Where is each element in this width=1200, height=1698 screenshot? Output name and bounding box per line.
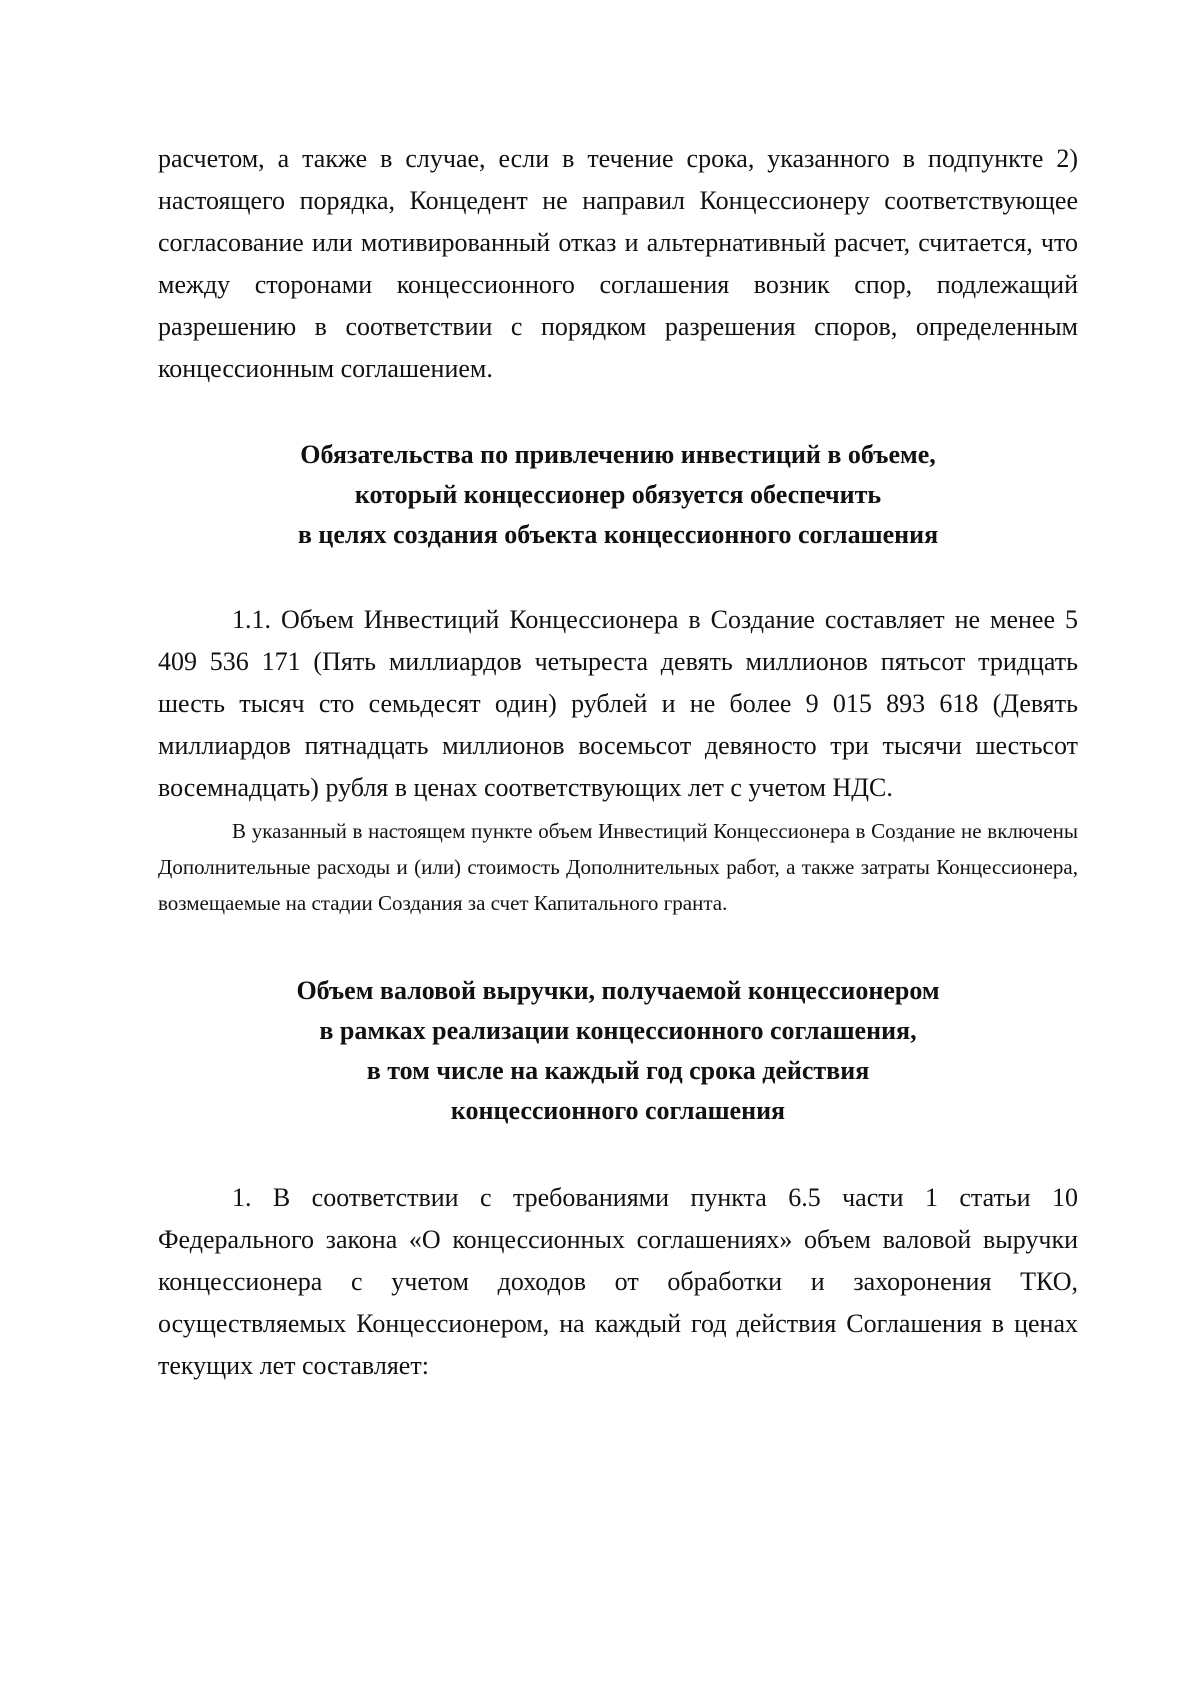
clause-1-1-paragraph: 1.1. Объем Инвестиций Концессионера в Создание составляет не менее 5 409 536 171 (Пять миллиардов четыреста девять миллионов пятьсот тридцать шесть тысяч сто семьдесят один) рублей и не более 9 015 893 618 (Девять миллиардов пятнадцать миллионов восемьсот девяносто три тысячи шестьсот восемнадцать) рубля в ценах соответствующих лет с учетом НДС. (158, 605, 1078, 802)
clause-1-paragraph: 1. В соответствии с требованиями пункта 6.5 части 1 статьи 10 Федерального закона «О концессионных соглашениях» объем валовой выручки концессионера с учетом доходов от обработки и захоронения ТКО, осуществляемых Концессионером, на каждый год действия Соглашения в ценах текущих лет составляет: (158, 1183, 1078, 1380)
heading-line: Обязательства по привлечению инвестиций в объеме, (300, 440, 936, 469)
heading-gross-revenue (158, 971, 1078, 1131)
clause-1-1-note-paragraph: В указанный в настоящем пункте объем Инвестиций Концессионера в Создание не включены Дополнительные расходы и (или) стоимость Дополнительных работ, а также затраты Концессионера, возмещаемые на стадии Создания за счет Капитального гранта. (158, 819, 1078, 915)
heading-line: который концессионер обязуется обеспечить (354, 480, 882, 509)
heading-investment-obligations (158, 435, 1078, 555)
heading-line: в том числе на каждый год срока действия (366, 1056, 870, 1085)
document-body (158, 138, 1078, 1387)
heading-line: в целях создания объекта концессионного соглашения (297, 520, 939, 549)
heading-line: концессионного соглашения (450, 1096, 786, 1125)
heading-line: в рамках реализации концессионного соглашения, (319, 1016, 917, 1045)
heading-line: Объем валовой выручки, получаемой концессионером (296, 976, 940, 1005)
paragraph-continued: расчетом, а также в случае, если в течение срока, указанного в подпункте 2) настоящего порядка, Концедент не направил Концессионеру соответствующее согласование или мотивированный отказ и альтернативный расчет, считается, что между сторонами концессионного соглашения возник спор, подлежащий разрешению в соответствии с порядком разрешения споров, определенным концессионным соглашением. (158, 144, 1078, 383)
